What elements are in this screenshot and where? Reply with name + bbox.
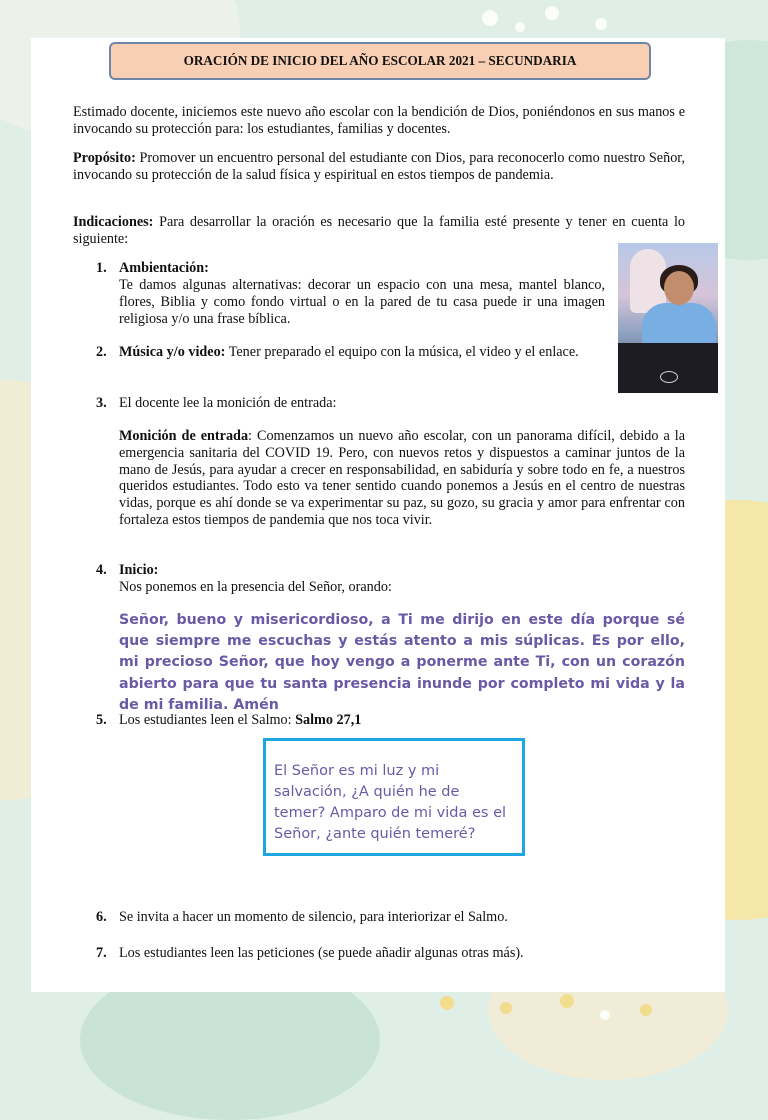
step-text: Nos ponemos en la presencia del Señor, orando: (119, 579, 392, 595)
bg-dot (545, 6, 559, 20)
psalm-box (263, 738, 525, 856)
step-text: Tener preparado el equipo con la música, el video y el enlace. (228, 344, 579, 360)
indications-paragraph (73, 214, 685, 248)
psalm-text: El Señor es mi luz y mi salvación, ¿A quién he de temer? Amparo de mi vida es el Señor, ¿ante quién temeré? (274, 763, 507, 842)
step-text: Los estudiantes leen las peticiones (se puede añadir algunas otras más). (119, 945, 524, 961)
purpose-label: Propósito: (73, 150, 136, 166)
step-number: 4. (96, 562, 107, 578)
bg-dot (500, 1002, 512, 1014)
monicion-text: : Comenzamos un nuevo año escolar, con un panorama difícil, debido a la emergencia sanitaria del COVID 19. Pero, con nuevos retos y dispuestos a caminar juntos de la mano de Jesús, para ayudar a crecer en responsabilidad, en sabiduría y sobre todo en fe, a nuestros queridos estudiantes. Todo esto va tener sentido cuando ponemos a Jesús en el centro de nuestras vidas, porque es ahí donde se va experimentar su paz, su gozo, su gracia y amor para enfrentar con fortaleza estos tiempos de pandemia que nos toca vivir. (119, 428, 686, 528)
intro-paragraph: Estimado docente, iniciemos este nuevo año escolar con la bendición de Dios, poniéndonos en sus manos e invocando su protección para: los estudiantes, familias y docentes. (73, 104, 685, 137)
step-number: 6. (96, 909, 107, 925)
purpose-text: Promover un encuentro personal del estudiante con Dios, para reconocerlo como nuestro Señor, invocando su protección de la salud física y espiritual en estos tiempos de pandemia. (73, 150, 685, 183)
step-number: 7. (96, 945, 107, 961)
bg-dot (482, 10, 498, 26)
bg-dot (515, 22, 525, 32)
bg-dot (560, 994, 574, 1008)
step-text: Los estudiantes leen el Salmo: (119, 712, 292, 728)
step-text: Te damos algunas alternativas: decorar un espacio con una mesa, mantel blanco, flores, Biblia y como fondo virtual o en la pared de tu casa puede ir una imagen religiosa y/o una frase bíblica. (119, 277, 605, 327)
bg-dot (640, 1004, 652, 1016)
purpose-paragraph (73, 150, 685, 184)
step-number: 5. (96, 712, 107, 728)
indications-text: Para desarrollar la oración es necesario que la familia esté presente y tener en cuenta lo siguiente: (73, 214, 685, 247)
prayer-text: Señor, bueno y misericordioso, a Ti me dirijo en este día porque sé que siempre me escuchas y estás atento a mis súplicas. Es por ello, mi precioso Señor, que hoy vengo a ponerme ante Ti, con un corazón abierto para que tu santa presencia inunde por completo mi vida y la de mi familia. Amén (119, 612, 685, 713)
step-paragraph (119, 712, 685, 729)
step-title: Ambientación: (119, 260, 209, 276)
monicion-paragraph (119, 428, 685, 529)
monicion-label: Monición de entrada (119, 428, 249, 444)
teacher-photo (618, 243, 718, 393)
step-title: Inicio: (119, 562, 159, 578)
step-paragraph (119, 344, 605, 361)
indications-label: Indicaciones: (73, 214, 154, 230)
step-number: 3. (96, 395, 107, 411)
bg-dot (440, 996, 454, 1010)
document-page (31, 38, 725, 992)
title-box (109, 42, 651, 80)
person-head (664, 271, 694, 305)
step-text: El docente lee la monición de entrada: (119, 395, 337, 411)
bg-dot (595, 18, 607, 30)
psalm-reference: Salmo 27,1 (295, 712, 362, 728)
laptop (618, 343, 718, 393)
step-title: Música y/o video: (119, 344, 226, 360)
bg-dot (600, 1010, 610, 1020)
step-number: 1. (96, 260, 107, 276)
step-text: Se invita a hacer un momento de silencio, para interiorizar el Salmo. (119, 909, 508, 925)
laptop-logo-icon (660, 371, 678, 383)
document-title: ORACIÓN DE INICIO DEL AÑO ESCOLAR 2021 – SECUNDARIA (183, 53, 577, 68)
step-number: 2. (96, 344, 107, 360)
